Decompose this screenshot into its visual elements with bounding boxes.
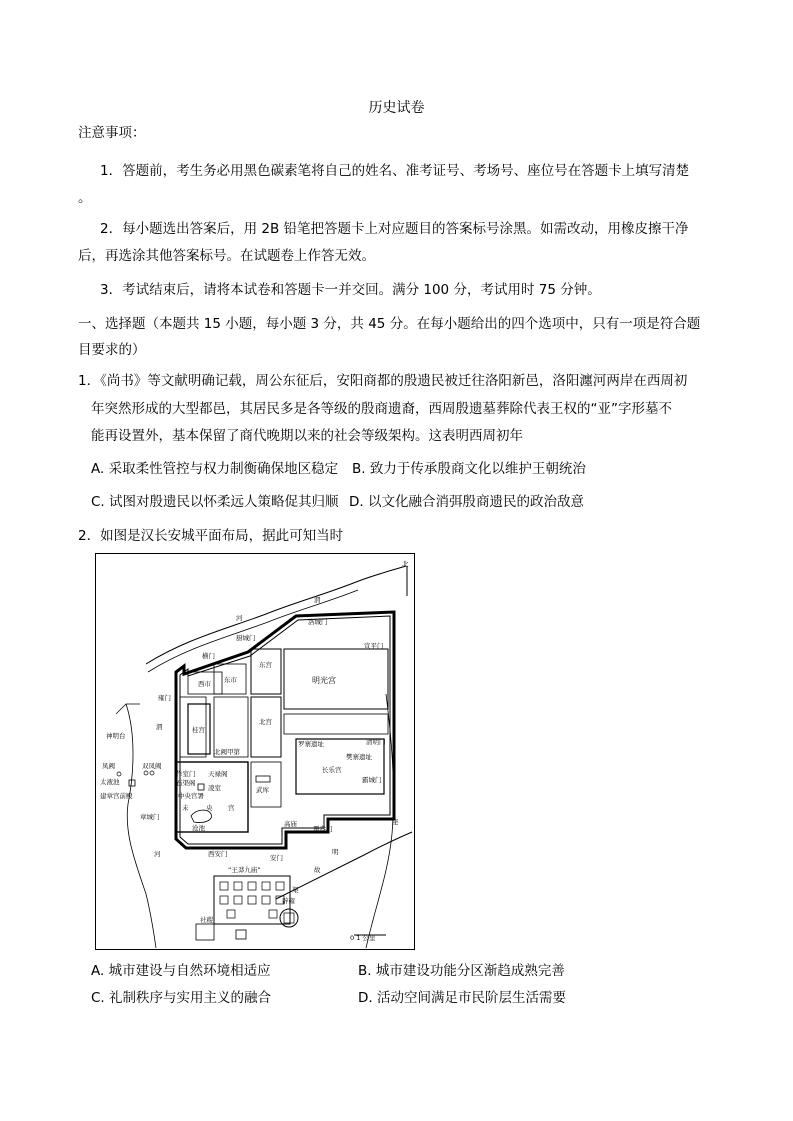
east-river — [366, 694, 393, 948]
scale-label: 0 1 公里 — [350, 934, 376, 942]
label-weiyang-2: 央 — [206, 804, 213, 812]
block-donggong — [251, 649, 281, 694]
label-heng-gate: 横门 — [202, 652, 215, 660]
section-heading: 一、选择题（本题共 15 小题，每小题 3 分，共 45 分。在每小题给出的四个选项中，只有一项是符合题 — [78, 316, 701, 332]
label-zhangcheng-gate: 章城门 — [140, 813, 160, 821]
label-dongshi: 东市 — [224, 676, 237, 684]
notice-heading: 注意事项： — [78, 125, 146, 141]
label-bei: 北宫 — [259, 718, 272, 726]
label-he-river-west: 河 — [154, 850, 161, 858]
question-1-option-b[interactable]: B. 致力于传承殷商文化以维护王朝统治 — [352, 461, 586, 477]
sheji-altar — [196, 924, 214, 940]
label-gu: 故 — [314, 866, 321, 874]
label-luozhai: 罗寨遗址 — [298, 740, 324, 748]
page-title: 历史试卷 — [368, 100, 425, 116]
question-1-option-c[interactable]: C. 试图对殷遗民以怀柔远人策略促其归顺 — [91, 494, 339, 510]
label-gui: 桂宫 — [192, 726, 205, 734]
jianzhang-front-hall — [129, 780, 135, 786]
question-1-stem: 1．《尚书》等文献明确记载，周公东征后，安阳商都的殷遗民被迁往洛阳新邑，洛阳瀍河两岸在西周初 — [78, 373, 688, 389]
wangmang-temple-grid — [220, 882, 284, 918]
label-cang: 沧池 — [192, 824, 205, 832]
notice-item-3: 3．考试结束后，请将本试卷和答题卡一并交回。满分 100 分，考试用时 75 分钟。 — [100, 282, 601, 298]
city-outer-wall — [176, 612, 394, 848]
label-weiyang-3: 宫 — [228, 804, 235, 812]
label-biyong: 辟雍 — [282, 897, 295, 905]
chang-an-city-map — [95, 553, 415, 950]
label-wangmang: “王莽九庙” — [228, 866, 261, 874]
label-jianzhang: 建章宫前殿 — [100, 792, 133, 800]
section-heading-cont: 目要求的） — [78, 342, 146, 358]
label-sheji: 社稷 — [200, 916, 213, 924]
west-river — [126, 704, 156, 948]
label-donggong: 东宫 — [259, 661, 272, 669]
label-weiyang-1: 未 — [182, 804, 189, 812]
jianzhang-circle-2 — [144, 771, 148, 775]
notice-item-2-cont: 后，再选涂其他答案标号。在试题卷上作答无效。 — [78, 248, 375, 264]
jianzhang-circle-3 — [150, 771, 154, 775]
label-bacheng-gate: 霸城门 — [362, 776, 382, 784]
notice-item-1-cont: 。 — [78, 190, 92, 206]
block-wuku — [251, 762, 281, 807]
biyong-square — [284, 913, 294, 923]
label-gaomiao: 高庙 — [284, 820, 297, 828]
label-jianzhang-ku: 双凤阙 — [142, 762, 162, 770]
wuku-building — [256, 776, 270, 782]
north-label: 北 — [402, 560, 409, 568]
label-beiquejiadi: 北阙甲第 — [214, 748, 240, 756]
label-xuanping-gate: 宣平门 — [364, 642, 384, 650]
label-fuang-gate: 覆盎门 — [313, 825, 333, 833]
question-1-stem-cont-2: 能再设置外，基本保留了商代晚期以来的社会等级架构。这表明西周初年 — [91, 428, 523, 444]
label-shenming: 神明台 — [106, 732, 126, 740]
label-changle: 长乐宫 — [322, 766, 342, 774]
label-zuoshi: 作室门 — [176, 770, 196, 778]
shenming-tai-path — [116, 704, 140, 714]
question-2-option-a[interactable]: A. 城市建设与自然环境相适应 — [91, 963, 271, 979]
notice-item-1: 1．答题前，考生务必用黑色碳素笔将自己的姓名、准考证号、考场号、座位号在答题卡上填写清楚 — [100, 163, 690, 179]
map-svg — [96, 554, 413, 948]
jianzhang-circle-1 — [117, 772, 121, 776]
question-2-stem: 2．如图是汉长安城平面布局，据此可知当时 — [78, 528, 344, 544]
label-qu: 渠 — [292, 886, 299, 894]
block-bei — [251, 697, 281, 757]
label-he-river: 河 — [236, 614, 243, 622]
label-tianlu: 天禄阁 — [208, 770, 228, 778]
question-2-option-d[interactable]: D. 活动空间满足市民阶层生活需要 — [358, 990, 566, 1006]
question-1-option-a[interactable]: A. 采取柔性管控与权力制衡确保地区稳定 — [91, 461, 339, 477]
label-huzhai: 樊寨遗址 — [346, 753, 372, 761]
label-fengque: 凤阙 — [102, 762, 115, 770]
label-yong-gate: 雍门 — [158, 694, 171, 702]
question-2-option-b[interactable]: B. 城市建设功能分区渐趋成熟完善 — [358, 963, 565, 979]
notice-item-2: 2．每小题选出答案后，用 2B 铅笔把答题卡上对应题目的答案标号涂黑。如需改动，用橡皮擦干净 — [100, 221, 689, 237]
wei-river-line-2 — [148, 590, 358, 672]
label-zhongyang: 中央官署 — [178, 792, 204, 800]
label-bi: 泌 — [392, 818, 399, 826]
question-2-option-c[interactable]: C. 礼制秩序与实用主义的融合 — [91, 990, 272, 1006]
question-1-stem-cont-1: 年突然形成的大型都邑，其居民多是各等级的殷商遗裔，西周殷遗墓葬除代表王权的“亚”字形墓不 — [91, 401, 672, 417]
label-wei-river: 渭 — [314, 596, 321, 604]
label-shiqu: 石渠阁 — [176, 779, 196, 787]
label-ming: 明 — [332, 848, 339, 856]
label-linghu: 凌室 — [208, 784, 221, 792]
sheji-small — [236, 930, 246, 939]
label-xishi: 西市 — [198, 680, 211, 688]
label-xian-gate: 西安门 — [208, 850, 228, 858]
label-qingming-gate: 清明门 — [366, 738, 386, 746]
block-strip — [284, 714, 388, 734]
label-wei-west: 渭 — [156, 723, 163, 731]
label-mingguang: 明光宫 — [312, 676, 336, 685]
label-luocheng-gate: 洛城门 — [308, 618, 328, 626]
qianlian — [198, 784, 204, 790]
label-chucheng-gate: 厨城门 — [236, 634, 256, 642]
label-taiyechi: 太液池 — [100, 778, 120, 786]
label-an-gate: 安门 — [270, 854, 283, 862]
label-wuku: 武库 — [256, 786, 269, 794]
block-mingguang — [284, 649, 388, 709]
question-1-option-d[interactable]: D. 以文化融合消弭殷商遗民的政治敌意 — [349, 494, 584, 510]
wangmang-temples — [214, 876, 290, 924]
